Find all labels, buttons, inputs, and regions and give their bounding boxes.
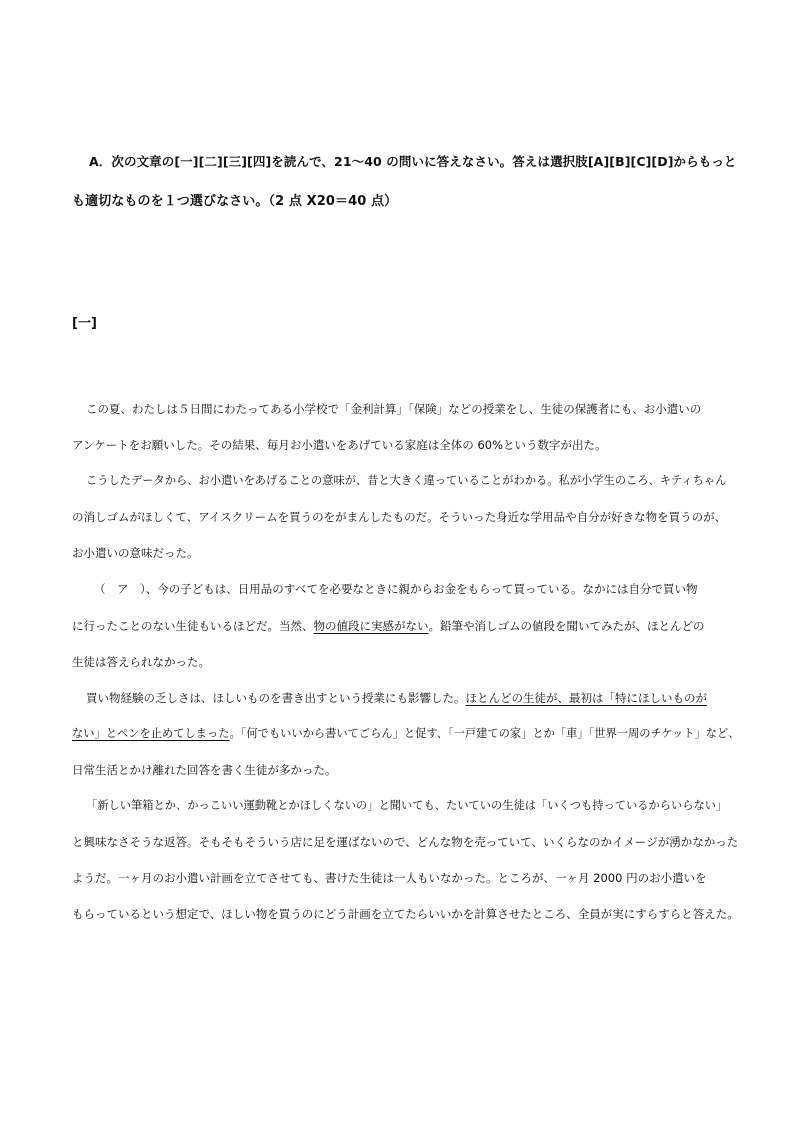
question-instruction — [72, 142, 740, 222]
passage-line: もらっているという想定で、ほしい物を買うのにどう計画を立てたらいいかを計算させたところ、全員が実にすらすらと答えた。 — [72, 907, 739, 922]
passage-text: 買い物経験の乏しさは、ほしいものを書き出すという授業にも影響した。 — [86, 690, 466, 705]
passage-line: 「新しい筆箱とか、かっこいい運動靴とかほしくないの」と聞いても、たいていの生徒は「いくつも持っているからいらない」 — [86, 799, 728, 813]
passage-line: この夏、わたしは５日間にわたってある小学校で「金利計算」「保険」などの授業をし、生徒の保護者にも、お小遣いの — [86, 402, 702, 416]
passage-text: 。「何でもいいから書いてごらん」と促す、「一戸建ての家」とか「車」「世界一周のチケット」など、 — [229, 726, 740, 740]
underlined-phrase-students-stopped: ほとんどの生徒が、最初は「特にほしいものが — [465, 690, 707, 705]
reading-passage — [72, 391, 740, 932]
passage-line: お小遣いの意味だった。 — [72, 546, 199, 561]
passage-line: 生徒は答えられなかった。 — [72, 654, 210, 669]
passage-line: （ ア ）、今の子どもは、日用品のすべてを必要なときに親からお金をもらって買っている。なかには自分で買い物 — [94, 582, 698, 597]
instruction-line-2: も適切なものを１つ選びなさい。（2 点 X20＝40 点） — [72, 194, 398, 209]
underlined-phrase-students-stopped-cont: ない」とペンを止めてしまった — [72, 726, 230, 740]
passage-text: に行ったことのない生徒もいるほどだ。当然、 — [72, 618, 314, 633]
passage-line: アンケートをお願いした。その結果、毎月お小遣いをあげている家庭は全体の 60%という数字が出た。 — [72, 438, 607, 453]
passage-line — [72, 716, 740, 752]
passage-line: ようだ。一ヶ月のお小遣い計画を立てさせても、書けた生徒は一人もいなかった。ところが、一ヶ月 2000 円のお小遣いを — [72, 871, 707, 886]
passage-line: こうしたデータから、お小遣いをあげることの意味が、昔と大きく違っていることがわかる。私が小学生のころ、キティちゃん — [86, 474, 727, 488]
passage-line: 日常生活とかけ離れた回答を書く生徒が多かった。 — [72, 762, 337, 777]
passage-text: 。鉛筆や消しゴムの値段を聞いてみたが、ほとんどの — [428, 618, 705, 633]
passage-line — [72, 680, 740, 716]
passage-line: の消しゴムがほしくて、アイスクリームを買うのをがまんしたものだ。そういった身近な学用品や自分が好きな物を買うのが、 — [72, 510, 727, 525]
passage-line — [72, 608, 740, 644]
passage-line: と興味なさそうな返答。そもそもそういう店に足を運ばないので、どんな物を売っていて、いくらなのかイメージが湧かなかった — [72, 835, 739, 850]
underlined-phrase-price-sense: 物の値段に実感がない — [313, 618, 429, 633]
instruction-line-1: A．次の文章の[一][二][三][四]を読んで、21～40 の問いに答えなさい。答えは選択肢[A][B][C][D]からもっと — [89, 154, 737, 169]
section-label: [一] — [72, 316, 97, 331]
